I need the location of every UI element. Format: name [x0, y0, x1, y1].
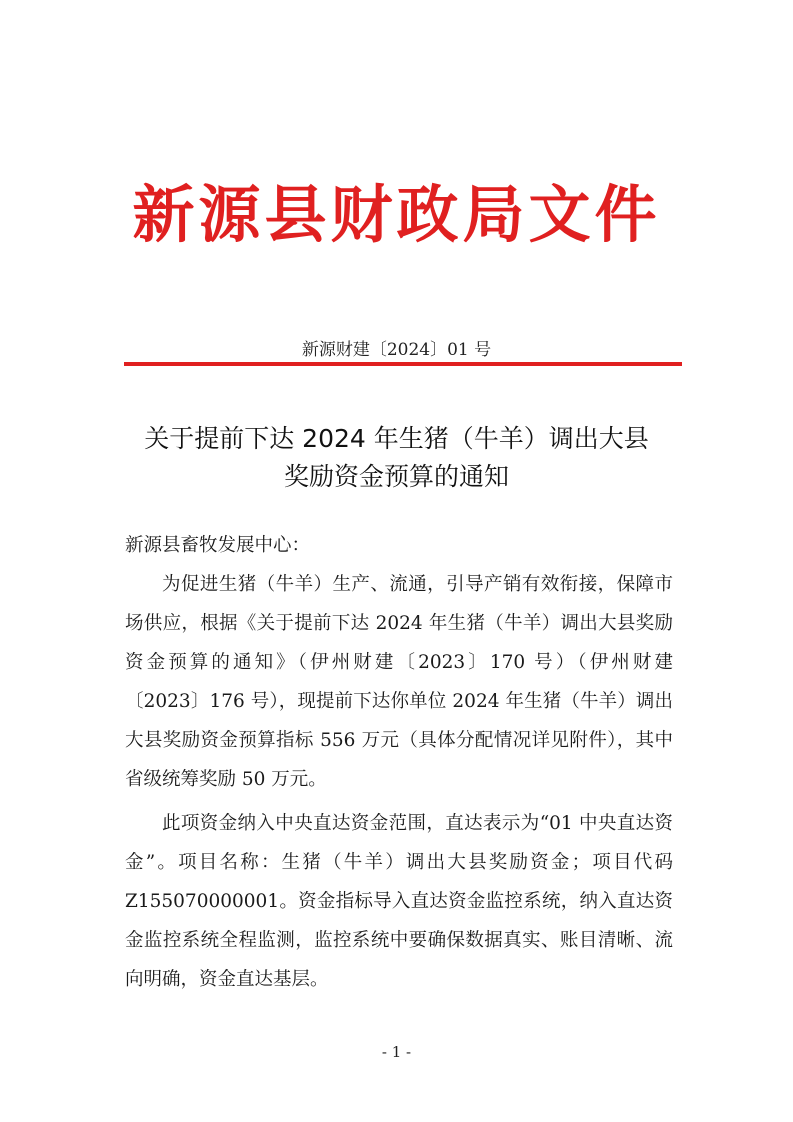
document-number: 新源财建〔2024〕01 号	[301, 340, 492, 360]
document-body	[125, 526, 673, 1004]
notice-title	[0, 420, 793, 496]
page-number: - 1 -	[381, 1043, 412, 1061]
notice-title-line-2: 奖励资金预算的通知	[283, 462, 509, 491]
red-separator-line	[124, 362, 682, 366]
salutation: 新源县畜牧发展中心：	[125, 535, 311, 556]
body-paragraph-1: 为促进生猪（牛羊）生产、流通，引导产销有效衔接，保障市场供应，根据《关于提前下达 2024 年生猪（牛羊）调出大县奖励资金预算的通知》（伊州财建〔2023〕170 号）（伊州财建〔2023〕176 号），现提前下达你单位 2024 年生猪（牛羊）调出大县奖励资金预算指标 556 万元（具体分配情况详见附件），其中省级统筹奖励 50 万元。	[125, 574, 673, 790]
notice-title-line-1: 关于提前下达 2024 年生猪（牛羊）调出大县	[144, 424, 649, 453]
body-paragraph-2: 此项资金纳入中央直达资金范围，直达表示为“01 中央直达资金”。项目名称：生猪（牛羊）调出大县奖励资金；项目代码 Z155070000001。资金指标导入直达资金监控系统，纳入直达资金监控系统全程监测，监控系统中要确保数据真实、账目清晰、流向明确，资金直达基层。	[125, 813, 673, 990]
issuing-authority-header: 新源县财政局文件	[132, 178, 661, 251]
